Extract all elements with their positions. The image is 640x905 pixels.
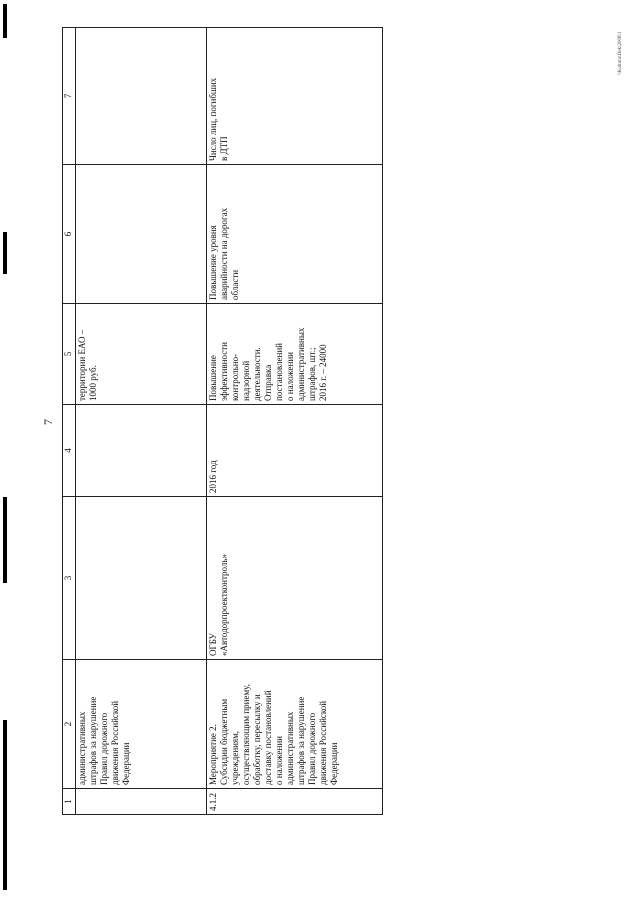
cell-indicator: Число лиц, погибших в ДТП — [207, 28, 383, 165]
cell-activity-name: Мероприятие 2. Субсидии бюджетным учреждениям, осуществляющим приему, обработку, пересылку и доставку постановлений о наложении административных штрафов за нарушение Правил дорожного движения Российской Федерации — [207, 660, 383, 789]
cell-period — [76, 405, 207, 497]
page-number: 7 — [41, 419, 55, 425]
cell-consequences — [76, 165, 207, 304]
program-activities-table — [62, 27, 383, 815]
cell-expected-result: Повышение эффективности контрольно- надзорной деятельности. Отправка постановлений о наложении административных штрафов, шт.; 2016 г. – 24000 — [207, 304, 383, 405]
cell-item-number — [76, 789, 207, 815]
header-col-3: 3 — [63, 497, 76, 660]
cell-indicator — [76, 28, 207, 165]
table-row-continuation — [76, 28, 207, 815]
file-path-footnote: \\Kulturа\Dok\2008\1 — [618, 31, 623, 75]
cell-activity-name: административных штрафов за нарушение Правил дорожного движения Российской Федерации — [76, 660, 207, 789]
cell-consequences: Повышение уровня аварийности на дорогах области — [207, 165, 383, 304]
cell-item-number: 4.1.2 — [207, 789, 383, 815]
cell-executor — [76, 497, 207, 660]
cell-period: 2016 год — [207, 405, 383, 497]
header-col-6: 6 — [63, 165, 76, 304]
header-col-5: 5 — [63, 304, 76, 405]
cell-expected-result: территории ЕАО – 1000 руб. — [76, 304, 207, 405]
cell-executor: ОГБУ «Автодорпроектконтроль» — [207, 497, 383, 660]
table-row-4-1-2 — [207, 28, 383, 815]
header-col-7: 7 — [63, 28, 76, 165]
header-col-1: 1 — [63, 789, 76, 815]
table-header-row — [63, 28, 76, 815]
header-col-4: 4 — [63, 405, 76, 497]
header-col-2: 2 — [63, 660, 76, 789]
